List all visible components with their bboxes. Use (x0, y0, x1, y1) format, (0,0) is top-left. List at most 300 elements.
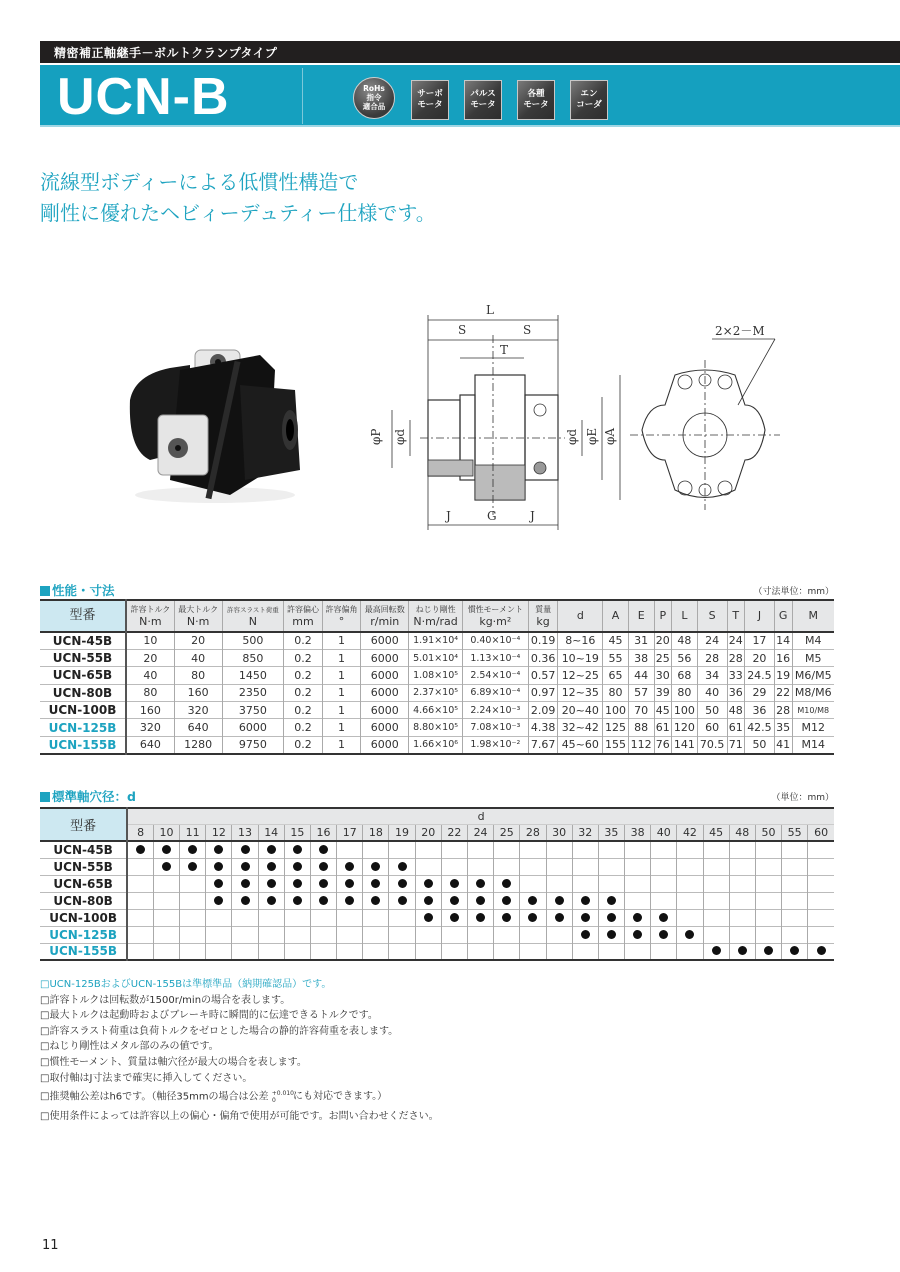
col-unit: r/min (370, 615, 400, 628)
diameter-header: 24 (467, 824, 493, 841)
availability-cell (310, 875, 336, 892)
availability-cell (415, 858, 441, 875)
badge-line: 各種 (527, 89, 545, 99)
available-dot-icon (345, 862, 354, 871)
availability-cell (572, 841, 598, 858)
value-cell: 45~60 (558, 736, 603, 753)
availability-cell (415, 926, 441, 943)
availability-cell (520, 909, 546, 926)
value-cell: 36 (727, 684, 745, 701)
value-cell: 7.67 (528, 736, 558, 753)
note-item: □ 最大トルクは起動時およびブレーキ時に瞬間的に伝達できるトルクです。 (40, 1008, 439, 1024)
col-unit: N·m/rad (413, 615, 458, 628)
available-dot-icon (528, 913, 537, 922)
availability-cell (153, 909, 179, 926)
bore-section-heading (40, 787, 136, 805)
availability-cell (598, 875, 624, 892)
value-cell: 1.13×10⁻⁴ (462, 649, 528, 666)
availability-cell (808, 841, 834, 858)
model-cell: UCN-65B (40, 667, 126, 684)
value-cell: 29 (745, 684, 775, 701)
model-cell: UCN-45B (40, 841, 127, 858)
availability-cell (441, 926, 467, 943)
value-cell: 2350 (222, 684, 284, 701)
available-dot-icon (188, 862, 197, 871)
availability-cell (441, 892, 467, 909)
availability-cell (337, 926, 363, 943)
diameter-header: 8 (127, 824, 153, 841)
badge-various-motor (517, 80, 555, 120)
value-cell: 80 (672, 684, 698, 701)
diameter-header: 10 (153, 824, 179, 841)
availability-cell (755, 875, 781, 892)
available-dot-icon (581, 930, 590, 939)
value-cell: 9750 (222, 736, 284, 753)
note-item: □ ねじり剛性はメタル部のみの値です。 (40, 1039, 439, 1055)
value-cell: 20 (174, 632, 222, 649)
availability-cell (598, 858, 624, 875)
value-cell: 7.08×10⁻³ (462, 719, 528, 736)
availability-cell (363, 875, 389, 892)
svg-text:J: J (530, 509, 535, 523)
diameter-header: 35 (598, 824, 624, 841)
availability-cell (337, 875, 363, 892)
available-dot-icon (424, 879, 433, 888)
value-cell: 640 (126, 736, 174, 753)
table-row (40, 667, 834, 684)
value-cell: 24 (697, 632, 727, 649)
availability-cell (572, 892, 598, 909)
availability-cell (677, 875, 703, 892)
availability-cell (127, 943, 153, 960)
svg-text:L: L (486, 303, 494, 317)
availability-cell (153, 858, 179, 875)
availability-cell (441, 909, 467, 926)
badge-line: モータ (417, 100, 443, 110)
available-dot-icon (712, 946, 721, 955)
col-d: d (558, 600, 603, 632)
availability-cell (232, 841, 258, 858)
availability-cell (127, 858, 153, 875)
value-cell: 32~42 (558, 719, 603, 736)
value-cell: 22 (774, 684, 792, 701)
availability-cell (703, 841, 729, 858)
value-cell: 1280 (174, 736, 222, 753)
table-row (40, 632, 834, 649)
note-text: 推奨軸公差はh6です。（軸径35mmの場合は公差 (49, 1091, 269, 1103)
heading-text: 性能・寸法 (52, 583, 115, 598)
col-inertia (462, 600, 528, 632)
diameter-header: 17 (337, 824, 363, 841)
value-cell: 28 (727, 649, 745, 666)
value-cell: 70 (628, 702, 654, 719)
availability-cell (598, 892, 624, 909)
available-dot-icon (241, 862, 250, 871)
value-cell: 0.19 (528, 632, 558, 649)
value-cell: 100 (672, 702, 698, 719)
col-T: T (727, 600, 745, 632)
available-dot-icon (241, 845, 250, 854)
value-cell: 10~19 (558, 649, 603, 666)
rohs-line: 指令 (366, 93, 382, 102)
availability-cell (310, 943, 336, 960)
available-dot-icon (371, 896, 380, 905)
rohs-badge-icon (353, 77, 395, 119)
availability-cell (153, 875, 179, 892)
available-dot-icon (607, 930, 616, 939)
value-cell: 1 (322, 667, 361, 684)
availability-cell (467, 892, 493, 909)
col-label: 許容スラスト荷重 (226, 606, 279, 614)
availability-cell (572, 943, 598, 960)
available-dot-icon (659, 930, 668, 939)
tolerance-upper: +0.010 (271, 1090, 294, 1098)
available-dot-icon (790, 946, 799, 955)
availability-cell (677, 926, 703, 943)
col-unit: kg (536, 615, 550, 628)
available-dot-icon (214, 845, 223, 854)
diameter-header: 18 (363, 824, 389, 841)
value-cell: 0.40×10⁻⁴ (462, 632, 528, 649)
category-label: 精密補正軸継手－ボルトクランプタイプ (54, 46, 278, 60)
value-cell: 2.37×10⁵ (409, 684, 463, 701)
availability-cell (494, 943, 520, 960)
available-dot-icon (241, 896, 250, 905)
diameter-header: 48 (729, 824, 755, 841)
model-cell: UCN-155B (40, 736, 126, 753)
availability-cell (127, 841, 153, 858)
available-dot-icon (450, 896, 459, 905)
available-dot-icon (398, 862, 407, 871)
value-cell: 65 (603, 667, 629, 684)
available-dot-icon (267, 896, 276, 905)
value-cell: 2.24×10⁻³ (462, 702, 528, 719)
availability-cell (389, 926, 415, 943)
value-cell: 35 (774, 719, 792, 736)
value-cell: 41 (774, 736, 792, 753)
availability-cell (180, 892, 206, 909)
availability-cell (415, 943, 441, 960)
value-cell: 0.2 (284, 719, 323, 736)
availability-cell (625, 875, 651, 892)
badge-line: パルス (470, 89, 496, 99)
availability-cell (572, 875, 598, 892)
svg-text:J: J (446, 509, 451, 523)
col-label: 許容偏角 (325, 605, 358, 614)
svg-text:S: S (458, 323, 467, 337)
availability-cell (651, 909, 677, 926)
available-dot-icon (502, 896, 511, 905)
available-dot-icon (528, 896, 537, 905)
value-cell: 0.2 (284, 649, 323, 666)
availability-cell (337, 909, 363, 926)
diameter-header: 19 (389, 824, 415, 841)
badge-servo-motor (411, 80, 449, 120)
availability-cell (808, 892, 834, 909)
availability-cell (232, 858, 258, 875)
model-cell: UCN-80B (40, 892, 127, 909)
available-dot-icon (817, 946, 826, 955)
value-cell: 1.91×10⁴ (409, 632, 463, 649)
availability-cell (232, 875, 258, 892)
availability-cell (284, 909, 310, 926)
availability-cell (755, 892, 781, 909)
value-cell: 640 (174, 719, 222, 736)
product-title: UCN-B (57, 68, 230, 126)
availability-cell (337, 943, 363, 960)
availability-cell (520, 926, 546, 943)
availability-cell (284, 875, 310, 892)
value-cell: 20 (745, 649, 775, 666)
value-cell: 1 (322, 702, 361, 719)
available-dot-icon (162, 845, 171, 854)
bore-header-row-1 (40, 808, 834, 824)
value-cell: 55 (603, 649, 629, 666)
value-cell: 24 (727, 632, 745, 649)
value-cell: 20 (126, 649, 174, 666)
available-dot-icon (502, 913, 511, 922)
availability-cell (127, 892, 153, 909)
value-cell: M4 (792, 632, 834, 649)
model-cell: UCN-55B (40, 858, 127, 875)
table-row (40, 736, 834, 753)
value-cell: 45 (603, 632, 629, 649)
diameter-header: 25 (494, 824, 520, 841)
table-row (40, 943, 834, 960)
value-cell: 36 (745, 702, 775, 719)
value-cell: 24.5 (745, 667, 775, 684)
availability-cell (782, 875, 808, 892)
availability-cell (625, 909, 651, 926)
value-cell: 50 (697, 702, 727, 719)
model-cell: UCN-100B (40, 909, 127, 926)
availability-cell (467, 858, 493, 875)
diameter-header: 20 (415, 824, 441, 841)
value-cell: 8.80×10⁵ (409, 719, 463, 736)
availability-cell (180, 943, 206, 960)
table-row (40, 858, 834, 875)
available-dot-icon (476, 879, 485, 888)
availability-cell (598, 841, 624, 858)
availability-cell (782, 943, 808, 960)
availability-cell (651, 858, 677, 875)
availability-cell (598, 926, 624, 943)
availability-cell (546, 926, 572, 943)
availability-cell (415, 875, 441, 892)
available-dot-icon (685, 930, 694, 939)
available-dot-icon (450, 879, 459, 888)
value-cell: 1 (322, 632, 361, 649)
value-cell: 71 (727, 736, 745, 753)
bore-header-row-2 (40, 824, 834, 841)
available-dot-icon (293, 896, 302, 905)
availability-cell (729, 858, 755, 875)
diameter-header: 42 (677, 824, 703, 841)
value-cell: 3750 (222, 702, 284, 719)
available-dot-icon (424, 896, 433, 905)
value-cell: 1 (322, 736, 361, 753)
value-cell: 76 (654, 736, 672, 753)
availability-cell (520, 875, 546, 892)
value-cell: 88 (628, 719, 654, 736)
availability-cell (389, 875, 415, 892)
badge-line: モータ (470, 100, 496, 110)
availability-cell (494, 858, 520, 875)
availability-cell (703, 892, 729, 909)
availability-cell (703, 926, 729, 943)
diameter-header: 30 (546, 824, 572, 841)
availability-cell (258, 841, 284, 858)
value-cell: 4.38 (528, 719, 558, 736)
badge-line: エン (580, 89, 598, 99)
col-model: 型番 (40, 600, 126, 632)
availability-cell (258, 858, 284, 875)
value-cell: 850 (222, 649, 284, 666)
availability-cell (180, 841, 206, 858)
availability-cell (389, 892, 415, 909)
value-cell: 19 (774, 667, 792, 684)
table-row (40, 926, 834, 943)
model-cell: UCN-45B (40, 632, 126, 649)
value-cell: 0.2 (284, 702, 323, 719)
value-cell: 100 (603, 702, 629, 719)
availability-cell (467, 943, 493, 960)
available-dot-icon (764, 946, 773, 955)
availability-cell (415, 841, 441, 858)
availability-cell (703, 909, 729, 926)
col-M: M (792, 600, 834, 632)
value-cell: 0.97 (528, 684, 558, 701)
availability-cell (441, 943, 467, 960)
available-dot-icon (162, 862, 171, 871)
note-item: □ 許容スラスト荷重は負荷トルクをゼロとした場合の静的許容荷重を表します。 (40, 1024, 439, 1040)
spec-unit-note: （寸法単位：mm） (753, 587, 834, 597)
availability-cell (494, 926, 520, 943)
svg-text:2×2－M: 2×2－M (715, 324, 765, 338)
value-cell: 42.5 (745, 719, 775, 736)
svg-text:φd: φd (393, 428, 407, 445)
availability-cell (284, 943, 310, 960)
col-eccentricity (284, 600, 323, 632)
value-cell: 160 (126, 702, 174, 719)
value-cell: 31 (628, 632, 654, 649)
availability-cell (180, 926, 206, 943)
availability-cell (677, 841, 703, 858)
availability-cell (363, 909, 389, 926)
table-row (40, 909, 834, 926)
availability-cell (127, 875, 153, 892)
availability-cell (363, 926, 389, 943)
availability-cell (677, 943, 703, 960)
available-dot-icon (424, 913, 433, 922)
available-dot-icon (371, 862, 380, 871)
col-label: 最高回転数 (364, 605, 405, 614)
dimension-drawing (350, 300, 630, 540)
diameter-header: 55 (782, 824, 808, 841)
model-cell: UCN-125B (40, 719, 126, 736)
availability-cell (703, 875, 729, 892)
value-cell: 48 (672, 632, 698, 649)
availability-cell (729, 909, 755, 926)
spec-table-body (40, 632, 834, 754)
availability-cell (520, 943, 546, 960)
col-L: L (672, 600, 698, 632)
note-item: □ 使用条件によっては許容以上の偏心・偏角で使用が可能です。お問い合わせください。 (40, 1109, 439, 1125)
availability-cell (651, 875, 677, 892)
badge-line: コーダ (576, 100, 602, 110)
availability-cell (677, 909, 703, 926)
tagline-line-1: 流線型ボディーによる低慣性構造で (40, 170, 359, 194)
value-cell: 68 (672, 667, 698, 684)
availability-cell (651, 943, 677, 960)
diameter-header: 14 (258, 824, 284, 841)
availability-cell (467, 841, 493, 858)
available-dot-icon (633, 913, 642, 922)
col-label: 許容トルク (130, 605, 171, 614)
value-cell: 56 (672, 649, 698, 666)
table-row (40, 649, 834, 666)
value-cell: 61 (727, 719, 745, 736)
value-cell: 70.5 (697, 736, 727, 753)
diameter-header: 12 (206, 824, 232, 841)
col-unit: kg·m² (479, 615, 512, 628)
availability-cell (703, 858, 729, 875)
available-dot-icon (633, 930, 642, 939)
value-cell: 40 (697, 684, 727, 701)
note-item: □ UCN-125BおよびUCN-155Bは準標準品（納期確認品）です。 (40, 977, 439, 993)
value-cell: 14 (774, 632, 792, 649)
availability-cell (677, 892, 703, 909)
available-dot-icon (267, 862, 276, 871)
availability-cell (808, 926, 834, 943)
title-divider (302, 68, 303, 124)
availability-cell (782, 892, 808, 909)
value-cell: 6000 (361, 719, 409, 736)
model-cell: UCN-125B (40, 926, 127, 943)
value-cell: 500 (222, 632, 284, 649)
availability-cell (703, 943, 729, 960)
availability-cell (729, 841, 755, 858)
col-thrust-load (222, 600, 284, 632)
available-dot-icon (738, 946, 747, 955)
value-cell: 12~25 (558, 667, 603, 684)
availability-cell (572, 858, 598, 875)
availability-cell (232, 892, 258, 909)
value-cell: 6000 (361, 632, 409, 649)
availability-cell (494, 892, 520, 909)
notes-list (40, 977, 439, 1125)
availability-cell (127, 909, 153, 926)
availability-cell (389, 909, 415, 926)
spec-section-heading (40, 581, 115, 599)
value-cell: 28 (774, 702, 792, 719)
availability-cell (310, 858, 336, 875)
value-cell: M12 (792, 719, 834, 736)
availability-cell (363, 943, 389, 960)
available-dot-icon (293, 879, 302, 888)
availability-cell (808, 858, 834, 875)
value-cell: 0.2 (284, 632, 323, 649)
availability-cell (180, 858, 206, 875)
col-unit: mm (292, 615, 314, 628)
availability-cell (494, 909, 520, 926)
available-dot-icon (371, 879, 380, 888)
value-cell: 80 (126, 684, 174, 701)
col-rated-torque (126, 600, 174, 632)
availability-cell (284, 926, 310, 943)
availability-cell (310, 909, 336, 926)
availability-cell (546, 858, 572, 875)
